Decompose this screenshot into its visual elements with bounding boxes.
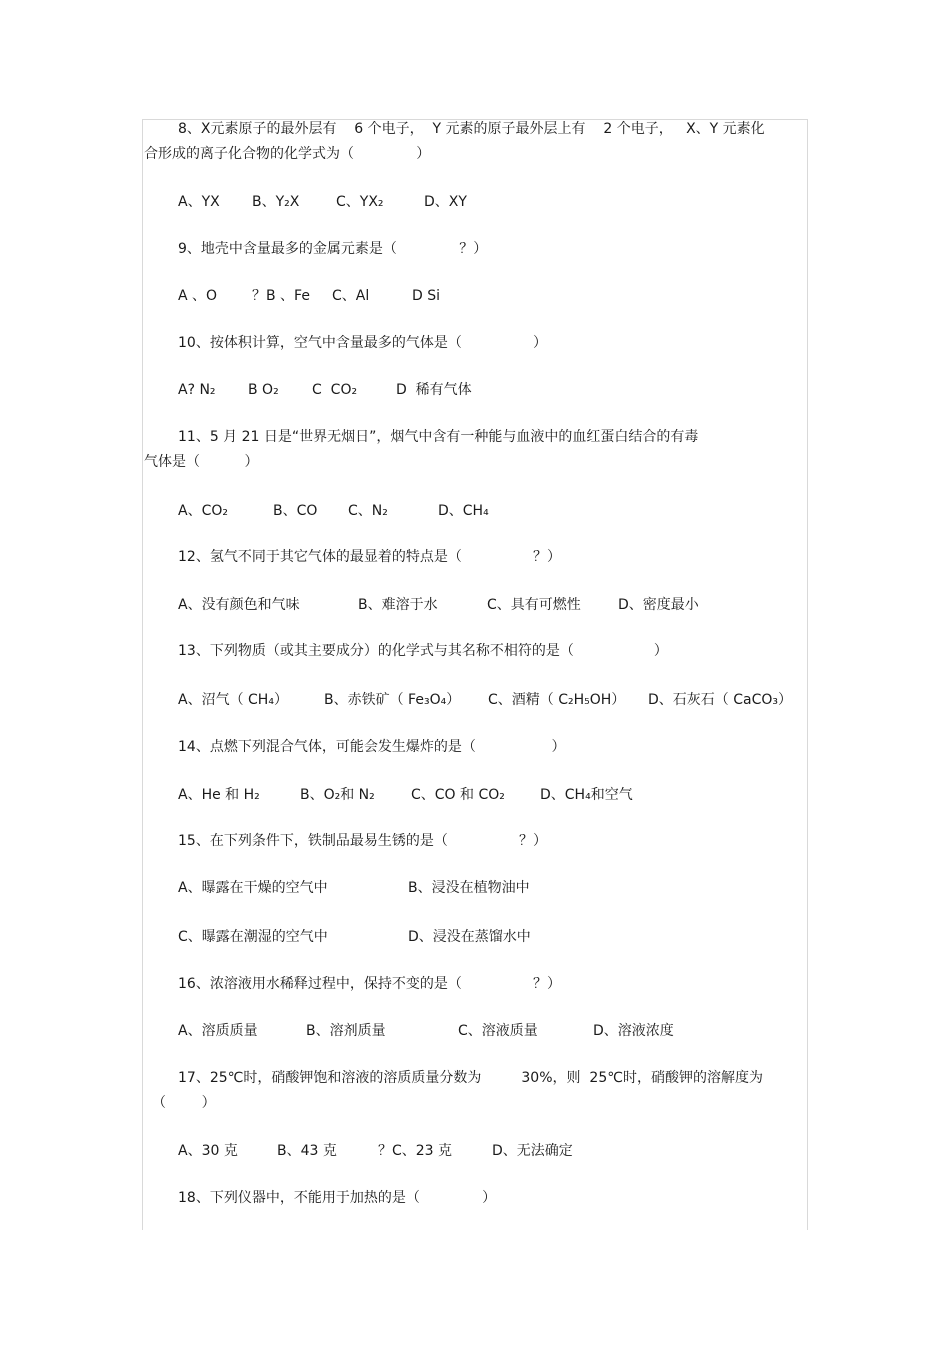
q8-option-d: D、XY — [424, 194, 467, 210]
question-10-line1: 10、按体积计算，空气中含量最多的气体是（ ） — [178, 335, 548, 351]
q16-option-c: C、溶液质量 — [458, 1023, 538, 1039]
question-8-line2: 合形成的离子化合物的化学式为（ ） — [144, 146, 431, 162]
question-17-line1: 17、25℃时，硝酸钾饱和溶液的溶质质量分数为 30%，则 25℃时，硝酸钾的溶解度为 — [178, 1070, 763, 1086]
question-13-line1: 13、下列物质（或其主要成分）的化学式与其名称不相符的是（ ） — [178, 643, 668, 659]
q9-option-b: ？B 、Fe — [252, 288, 310, 304]
q10-option-d: D 稀有气体 — [396, 382, 472, 398]
q17-option-d: D、无法确定 — [492, 1143, 573, 1159]
q9-option-d: D Si — [412, 288, 441, 304]
q15-option-b: B、浸没在植物油中 — [408, 880, 530, 896]
page-frame — [142, 119, 808, 1230]
q14-option-c: C、CO 和 CO₂ — [411, 787, 505, 803]
q14-option-b: B、O₂和 N₂ — [300, 787, 375, 803]
q12-option-d: D、密度最小 — [618, 597, 699, 613]
q8-option-a: A、YX — [178, 194, 220, 210]
question-16-line1: 16、浓溶液用水稀释过程中，保持不变的是（ ？） — [178, 976, 562, 992]
question-14-line1: 14、点燃下列混合气体，可能会发生爆炸的是（ ） — [178, 739, 566, 755]
question-9-line1: 9、地壳中含量最多的金属元素是（ ？） — [178, 241, 488, 257]
question-15-line1: 15、在下列条件下，铁制品最易生锈的是（ ？） — [178, 833, 548, 849]
q15-option-d: D、浸没在蒸馏水中 — [408, 929, 531, 945]
q11-option-d: D、CH₄ — [438, 503, 489, 519]
q10-option-c: C CO₂ — [312, 382, 358, 398]
q10-option-b: B O₂ — [248, 382, 279, 398]
q15-option-a: A、曝露在干燥的空气中 — [178, 880, 328, 896]
q12-option-c: C、具有可燃性 — [487, 597, 581, 613]
q11-option-a: A、CO₂ — [178, 503, 228, 519]
q16-option-b: B、溶剂质量 — [306, 1023, 386, 1039]
question-17-line2: （ ） — [152, 1095, 216, 1111]
q9-option-a: A 、O — [178, 288, 218, 304]
q17-option-c: ？C、23 克 — [378, 1143, 453, 1159]
q11-option-b: B、CO — [273, 503, 318, 519]
question-18-line1: 18、下列仪器中，不能用于加热的是（ ） — [178, 1190, 497, 1206]
q16-option-d: D、溶液浓度 — [593, 1023, 674, 1039]
q8-option-c: C、YX₂ — [336, 194, 384, 210]
question-12-line1: 12、氢气不同于其它气体的最显着的特点是（ ？） — [178, 549, 562, 565]
q17-option-b: B、43 克 — [277, 1143, 337, 1159]
q11-option-c: C、N₂ — [348, 503, 388, 519]
q14-option-d: D、CH₄和空气 — [540, 787, 633, 803]
question-11-line1: 11、5 月 21 日是“世界无烟日”，烟气中含有一种能与血液中的血红蛋白结合的有毒 — [178, 429, 699, 445]
q13-option-b: B、赤铁矿（ Fe₃O₄） — [324, 692, 461, 708]
q15-option-c: C、曝露在潮湿的空气中 — [178, 929, 328, 945]
q14-option-a: A、He 和 H₂ — [178, 787, 260, 803]
q13-option-c: C、酒精（ C₂H₅OH） — [488, 692, 626, 708]
q8-option-b: B、Y₂X — [252, 194, 300, 210]
q12-option-a: A、没有颜色和气味 — [178, 597, 300, 613]
q13-option-a: A、沼气（ CH₄） — [178, 692, 288, 708]
q9-option-c: C、Al — [332, 288, 370, 304]
q13-option-d: D、石灰石（ CaCO₃） — [648, 692, 792, 708]
q10-option-a: A? N₂ — [178, 382, 216, 398]
q12-option-b: B、难溶于水 — [358, 597, 438, 613]
question-11-line2: 气体是（ ） — [144, 454, 259, 470]
q17-option-a: A、30 克 — [178, 1143, 238, 1159]
q16-option-a: A、溶质质量 — [178, 1023, 258, 1039]
question-8-line1: 8、X元素原子的最外层有 6 个电子， Y 元素的原子最外层上有 2 个电子， X、Y 元素化 — [178, 121, 765, 137]
